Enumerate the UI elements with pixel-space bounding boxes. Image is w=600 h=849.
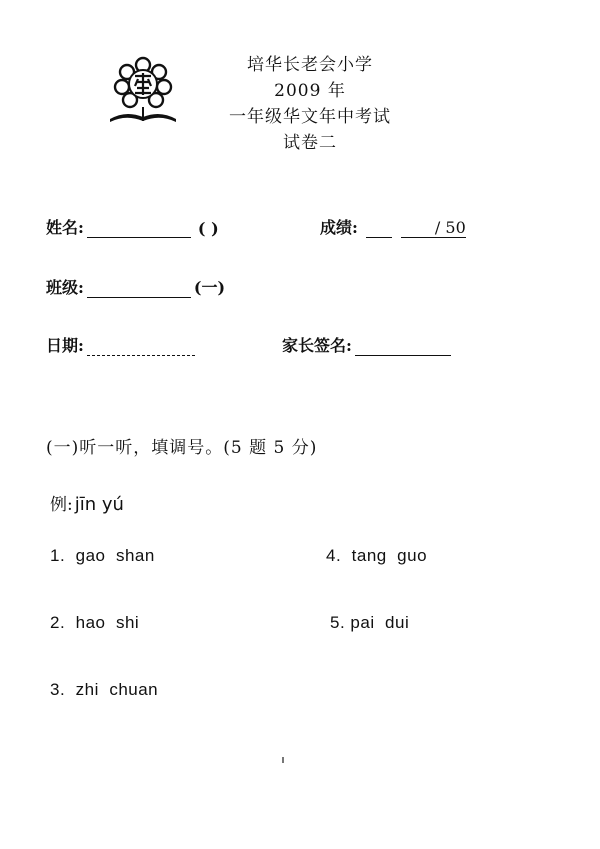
question-5 xyxy=(330,613,409,633)
question-number: 1. xyxy=(50,546,66,565)
question-pinyin: pai dui xyxy=(350,613,410,632)
score-total: / 50 xyxy=(434,218,466,237)
score-field xyxy=(320,215,466,238)
paper-number: 试卷二 xyxy=(283,133,337,153)
question-number: 2. xyxy=(50,613,66,632)
question-number: 4. xyxy=(326,546,342,565)
question-1 xyxy=(50,546,155,566)
score-label: 成绩: xyxy=(320,218,358,237)
question-3 xyxy=(50,680,158,700)
class-label: 班级: xyxy=(46,278,84,297)
question-2 xyxy=(50,613,139,633)
class-blank[interactable] xyxy=(87,279,191,298)
class-value: (一) xyxy=(193,278,226,297)
date-blank[interactable] xyxy=(87,337,195,356)
school-name: 培华长老会小学 xyxy=(247,55,373,75)
class-field xyxy=(46,275,225,298)
question-pinyin: zhi chuan xyxy=(75,680,159,699)
example-pinyin: jīn yú xyxy=(74,494,124,515)
question-4 xyxy=(326,546,427,566)
name-paren: ( ) xyxy=(197,219,219,238)
question-number: 5. xyxy=(330,613,346,632)
exam-title: 一年级华文年中考试 xyxy=(229,107,391,127)
question-pinyin: hao shi xyxy=(75,613,140,632)
question-number: 3. xyxy=(50,680,66,699)
question-pinyin: tang guo xyxy=(351,546,428,565)
question-pinyin: gao shan xyxy=(75,546,155,565)
scan-speck xyxy=(282,757,284,763)
name-label: 姓名: xyxy=(46,218,84,237)
date-label: 日期: xyxy=(46,336,84,355)
school-logo xyxy=(108,55,178,127)
score-blank[interactable] xyxy=(366,219,392,238)
example-row xyxy=(50,490,124,515)
name-field xyxy=(46,215,219,238)
parent-signature-field xyxy=(282,333,454,356)
exam-year: 2009 年 xyxy=(274,81,346,101)
example-label: 例: xyxy=(50,495,73,515)
date-field xyxy=(46,333,198,356)
section-title: (一)听一听，填调号。(5 题 5 分) xyxy=(46,438,318,458)
exam-header xyxy=(200,52,420,156)
name-blank[interactable] xyxy=(87,219,191,238)
parent-signature-label: 家长签名: xyxy=(282,336,352,355)
score-blank-2[interactable] xyxy=(401,219,435,238)
parent-signature-blank[interactable] xyxy=(355,337,451,356)
